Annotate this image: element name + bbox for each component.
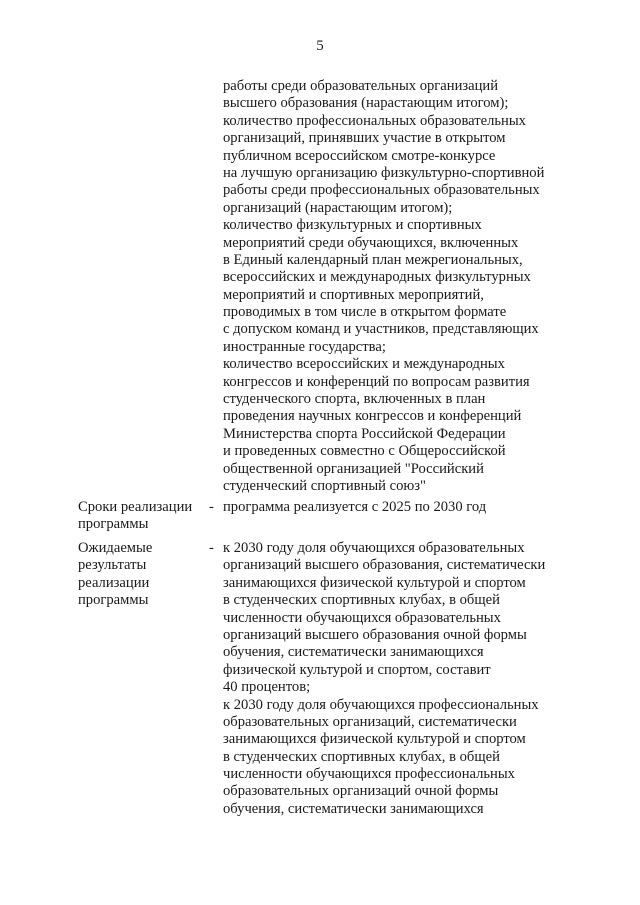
section-label-timeline	[78, 499, 203, 534]
continuation-text	[223, 78, 593, 495]
text-line: в Единый календарный план межрегиональных,	[223, 251, 523, 268]
text-line: всероссийских и международных физкультурных	[223, 269, 531, 286]
text-line: на лучшую организацию физкультурно-спортивной	[223, 164, 545, 181]
text-line: Министерства спорта Российской Федерации	[223, 425, 506, 442]
label-line: результаты	[78, 557, 147, 574]
text-line: работы среди профессиональных образовательных	[223, 182, 540, 199]
text-line: численности обучающихся профессиональных	[223, 766, 515, 783]
text-line: программа реализуется с 2025 по 2030 год	[223, 499, 487, 515]
text-line: организаций, принявших участие в открытом	[223, 130, 506, 147]
section-dash: -	[209, 499, 214, 515]
text-line: проведения научных конгрессов и конференций	[223, 408, 522, 425]
page-number: 5	[316, 38, 324, 54]
label-line: Сроки реализации	[78, 499, 193, 515]
section-content-expected-results	[223, 540, 593, 818]
text-line: занимающихся физической культурой и спортом	[223, 731, 526, 748]
text-line: к 2030 году доля обучающихся образовательных	[223, 540, 525, 556]
text-line: организаций высшего образования очной формы	[223, 626, 527, 643]
label-line: реализации	[78, 574, 150, 591]
text-line: конгрессов и конференций по вопросам развития	[223, 373, 530, 390]
text-line: численности обучающихся образовательных	[223, 609, 501, 626]
text-line: образовательных организаций очной формы	[223, 783, 499, 800]
text-line: общественной организацией "Российский	[223, 460, 484, 477]
text-line: количество физкультурных и спортивных	[223, 217, 482, 234]
label-line: программы	[78, 592, 149, 609]
text-line: к 2030 году доля обучающихся профессиональных	[223, 696, 539, 713]
text-line: организаций (нарастающим итогом);	[223, 199, 453, 216]
text-line: 40 процентов;	[223, 679, 311, 696]
section-content-timeline	[223, 499, 593, 516]
text-line: с допуском команд и участников, представляющих	[223, 321, 539, 338]
text-line: организаций высшего образования, систематически	[223, 557, 546, 574]
section-label-expected-results	[78, 540, 203, 610]
text-line: работы среди образовательных организаций	[223, 78, 499, 94]
text-line: в студенческих спортивных клубах, в общей	[223, 748, 500, 765]
text-line: высшего образования (нарастающим итогом);	[223, 95, 509, 112]
text-line: количество профессиональных образовательных	[223, 112, 526, 129]
text-line: количество всероссийских и международных	[223, 356, 505, 373]
text-line: проводимых в том числе в открытом формате	[223, 304, 507, 321]
text-line: физической культурой и спортом, составит	[223, 661, 491, 678]
text-line: занимающихся физической культурой и спортом	[223, 574, 526, 591]
text-line: мероприятий и спортивных мероприятий,	[223, 286, 484, 303]
text-line: студенческого спорта, включенных в план	[223, 391, 486, 408]
label-line: программы	[78, 516, 149, 533]
text-line: иностранные государства;	[223, 338, 386, 355]
text-line: публичном всероссийском смотре-конкурсе	[223, 147, 496, 164]
label-line: Ожидаемые	[78, 540, 153, 556]
text-line: образовательных организаций, систематически	[223, 713, 517, 730]
section-dash: -	[209, 540, 214, 556]
text-line: и проведенных совместно с Общероссийской	[223, 443, 506, 460]
text-line: обучения, систематически занимающихся	[223, 800, 484, 817]
text-line: в студенческих спортивных клубах, в общей	[223, 592, 500, 609]
text-line: обучения, систематически занимающихся	[223, 644, 484, 661]
text-line: мероприятий среди обучающихся, включенных	[223, 234, 519, 251]
text-line: студенческий спортивный союз"	[223, 477, 427, 494]
